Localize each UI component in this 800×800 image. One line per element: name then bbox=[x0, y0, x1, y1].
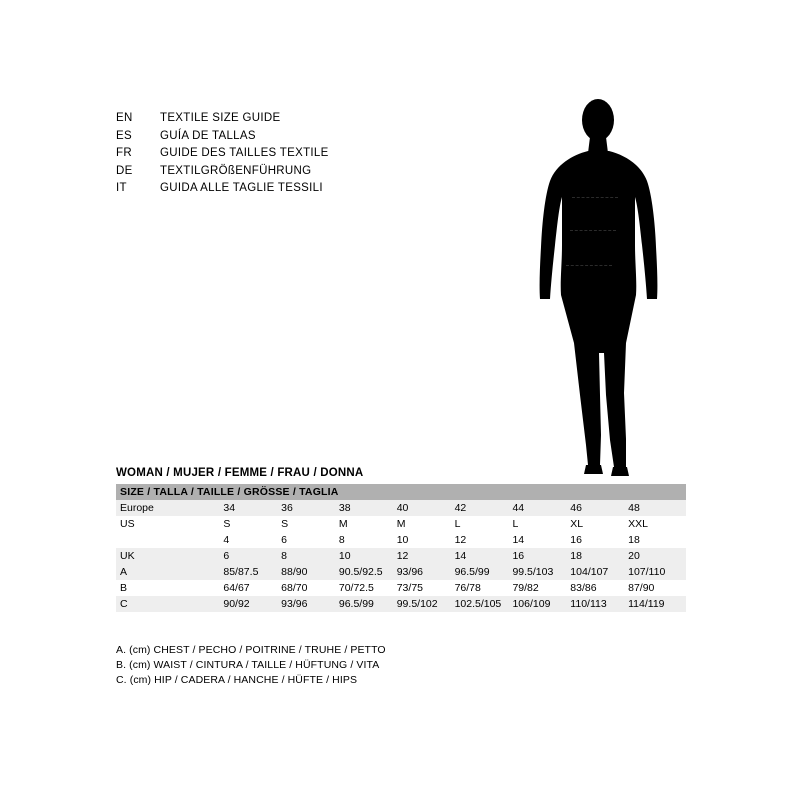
title-lang-code: IT bbox=[116, 182, 127, 194]
legend-row-a: A. (cm) CHEST / PECHO / POITRINE / TRUHE / PETTO bbox=[116, 644, 386, 656]
row-label: A bbox=[116, 564, 223, 580]
cell: 34 bbox=[223, 500, 281, 516]
legend-row-c: C. (cm) HIP / CADERA / HANCHE / HÜFTE / HIPS bbox=[116, 674, 358, 686]
cell: 10 bbox=[339, 548, 397, 564]
cell: S bbox=[223, 516, 281, 532]
cell: 46 bbox=[570, 500, 628, 516]
cell: 70/72.5 bbox=[339, 580, 397, 596]
marker-dash-icon bbox=[570, 230, 616, 231]
cell: 93/96 bbox=[397, 564, 455, 580]
cell: 106/109 bbox=[512, 596, 570, 612]
marker-label-B: B bbox=[624, 223, 633, 237]
cell: 16 bbox=[512, 548, 570, 564]
cell: 8 bbox=[281, 548, 339, 564]
cell: XL bbox=[570, 516, 628, 532]
marker-label-C: C bbox=[620, 258, 629, 272]
cell: 102.5/105 bbox=[455, 596, 513, 612]
row-label: B bbox=[116, 580, 223, 596]
cell: 12 bbox=[397, 548, 455, 564]
cell: 85/87.5 bbox=[223, 564, 281, 580]
row-label: US bbox=[116, 516, 223, 532]
cell: 68/70 bbox=[281, 580, 339, 596]
woman-section-heading: WOMAN / MUJER / FEMME / FRAU / DONNA bbox=[116, 467, 364, 479]
cell: 14 bbox=[512, 532, 570, 548]
cell: 42 bbox=[455, 500, 513, 516]
cell: 99.5/102 bbox=[397, 596, 455, 612]
measure-marker-A bbox=[572, 191, 635, 203]
cell: 40 bbox=[397, 500, 455, 516]
title-row bbox=[116, 112, 446, 130]
title-row bbox=[116, 182, 446, 200]
cell: 96.5/99 bbox=[339, 596, 397, 612]
table-row bbox=[116, 548, 686, 564]
cell: 107/110 bbox=[628, 564, 686, 580]
cell: 48 bbox=[628, 500, 686, 516]
cell: L bbox=[455, 516, 513, 532]
cell: 44 bbox=[512, 500, 570, 516]
cell: 6 bbox=[281, 532, 339, 548]
row-label: Europe bbox=[116, 500, 223, 516]
cell: 73/75 bbox=[397, 580, 455, 596]
cell: 76/78 bbox=[455, 580, 513, 596]
cell: 104/107 bbox=[570, 564, 628, 580]
size-table-area bbox=[116, 467, 686, 612]
title-block bbox=[116, 112, 446, 200]
measure-marker-B bbox=[570, 224, 633, 236]
title-row bbox=[116, 147, 446, 165]
measurement-legend bbox=[116, 643, 536, 688]
cell: 110/113 bbox=[570, 596, 628, 612]
cell: 90.5/92.5 bbox=[339, 564, 397, 580]
cell: 87/90 bbox=[628, 580, 686, 596]
female-silhouette-icon bbox=[500, 95, 740, 485]
title-text: GUIDA ALLE TAGLIE TESSILI bbox=[160, 182, 323, 194]
cell: 114/119 bbox=[628, 596, 686, 612]
table-row bbox=[116, 500, 686, 516]
cell: 12 bbox=[455, 532, 513, 548]
cell: 10 bbox=[397, 532, 455, 548]
legend-row-b: B. (cm) WAIST / CINTURA / TAILLE / HÜFTUNG / VITA bbox=[116, 659, 380, 671]
title-text: GUÍA DE TALLAS bbox=[160, 129, 256, 142]
cell: 83/86 bbox=[570, 580, 628, 596]
cell: 16 bbox=[570, 532, 628, 548]
measure-marker-C bbox=[566, 259, 629, 271]
title-text: GUIDE DES TAILLES TEXTILE bbox=[160, 147, 329, 159]
cell: 88/90 bbox=[281, 564, 339, 580]
table-header-row bbox=[116, 484, 686, 500]
female-figure-diagram bbox=[500, 95, 740, 485]
cell: 36 bbox=[281, 500, 339, 516]
row-label bbox=[116, 532, 223, 548]
cell: 90/92 bbox=[223, 596, 281, 612]
cell: S bbox=[281, 516, 339, 532]
title-lang-code: DE bbox=[116, 164, 133, 177]
cell: 18 bbox=[628, 532, 686, 548]
title-text: TEXTILGRÖßENFÜHRUNG bbox=[160, 164, 312, 177]
title-lang-code: EN bbox=[116, 112, 133, 124]
table-row bbox=[116, 580, 686, 596]
row-label: C bbox=[116, 596, 223, 612]
cell: 79/82 bbox=[512, 580, 570, 596]
size-table bbox=[116, 484, 686, 612]
cell: 38 bbox=[339, 500, 397, 516]
title-lang-code: FR bbox=[116, 147, 132, 159]
row-label: UK bbox=[116, 548, 223, 564]
cell: 4 bbox=[223, 532, 281, 548]
size-header-cell: SIZE / TALLA / TAILLE / GRÖSSE / TAGLIA bbox=[116, 484, 686, 500]
cell: 93/96 bbox=[281, 596, 339, 612]
marker-dash-icon bbox=[566, 265, 612, 266]
cell: XXL bbox=[628, 516, 686, 532]
table-row bbox=[116, 596, 686, 612]
table-row bbox=[116, 532, 686, 548]
cell: M bbox=[397, 516, 455, 532]
cell: L bbox=[512, 516, 570, 532]
cell: 18 bbox=[570, 548, 628, 564]
cell: 96.5/99 bbox=[455, 564, 513, 580]
marker-label-A: A bbox=[626, 190, 635, 204]
cell: 8 bbox=[339, 532, 397, 548]
marker-dash-icon bbox=[572, 197, 618, 198]
cell: 14 bbox=[455, 548, 513, 564]
cell: 64/67 bbox=[223, 580, 281, 596]
title-lang-code: ES bbox=[116, 129, 132, 142]
table-row bbox=[116, 516, 686, 532]
table-row bbox=[116, 564, 686, 580]
cell: 99.5/103 bbox=[512, 564, 570, 580]
cell: M bbox=[339, 516, 397, 532]
title-text: TEXTILE SIZE GUIDE bbox=[160, 112, 281, 124]
title-row bbox=[116, 165, 446, 183]
title-row bbox=[116, 130, 446, 148]
cell: 20 bbox=[628, 548, 686, 564]
cell: 6 bbox=[223, 548, 281, 564]
